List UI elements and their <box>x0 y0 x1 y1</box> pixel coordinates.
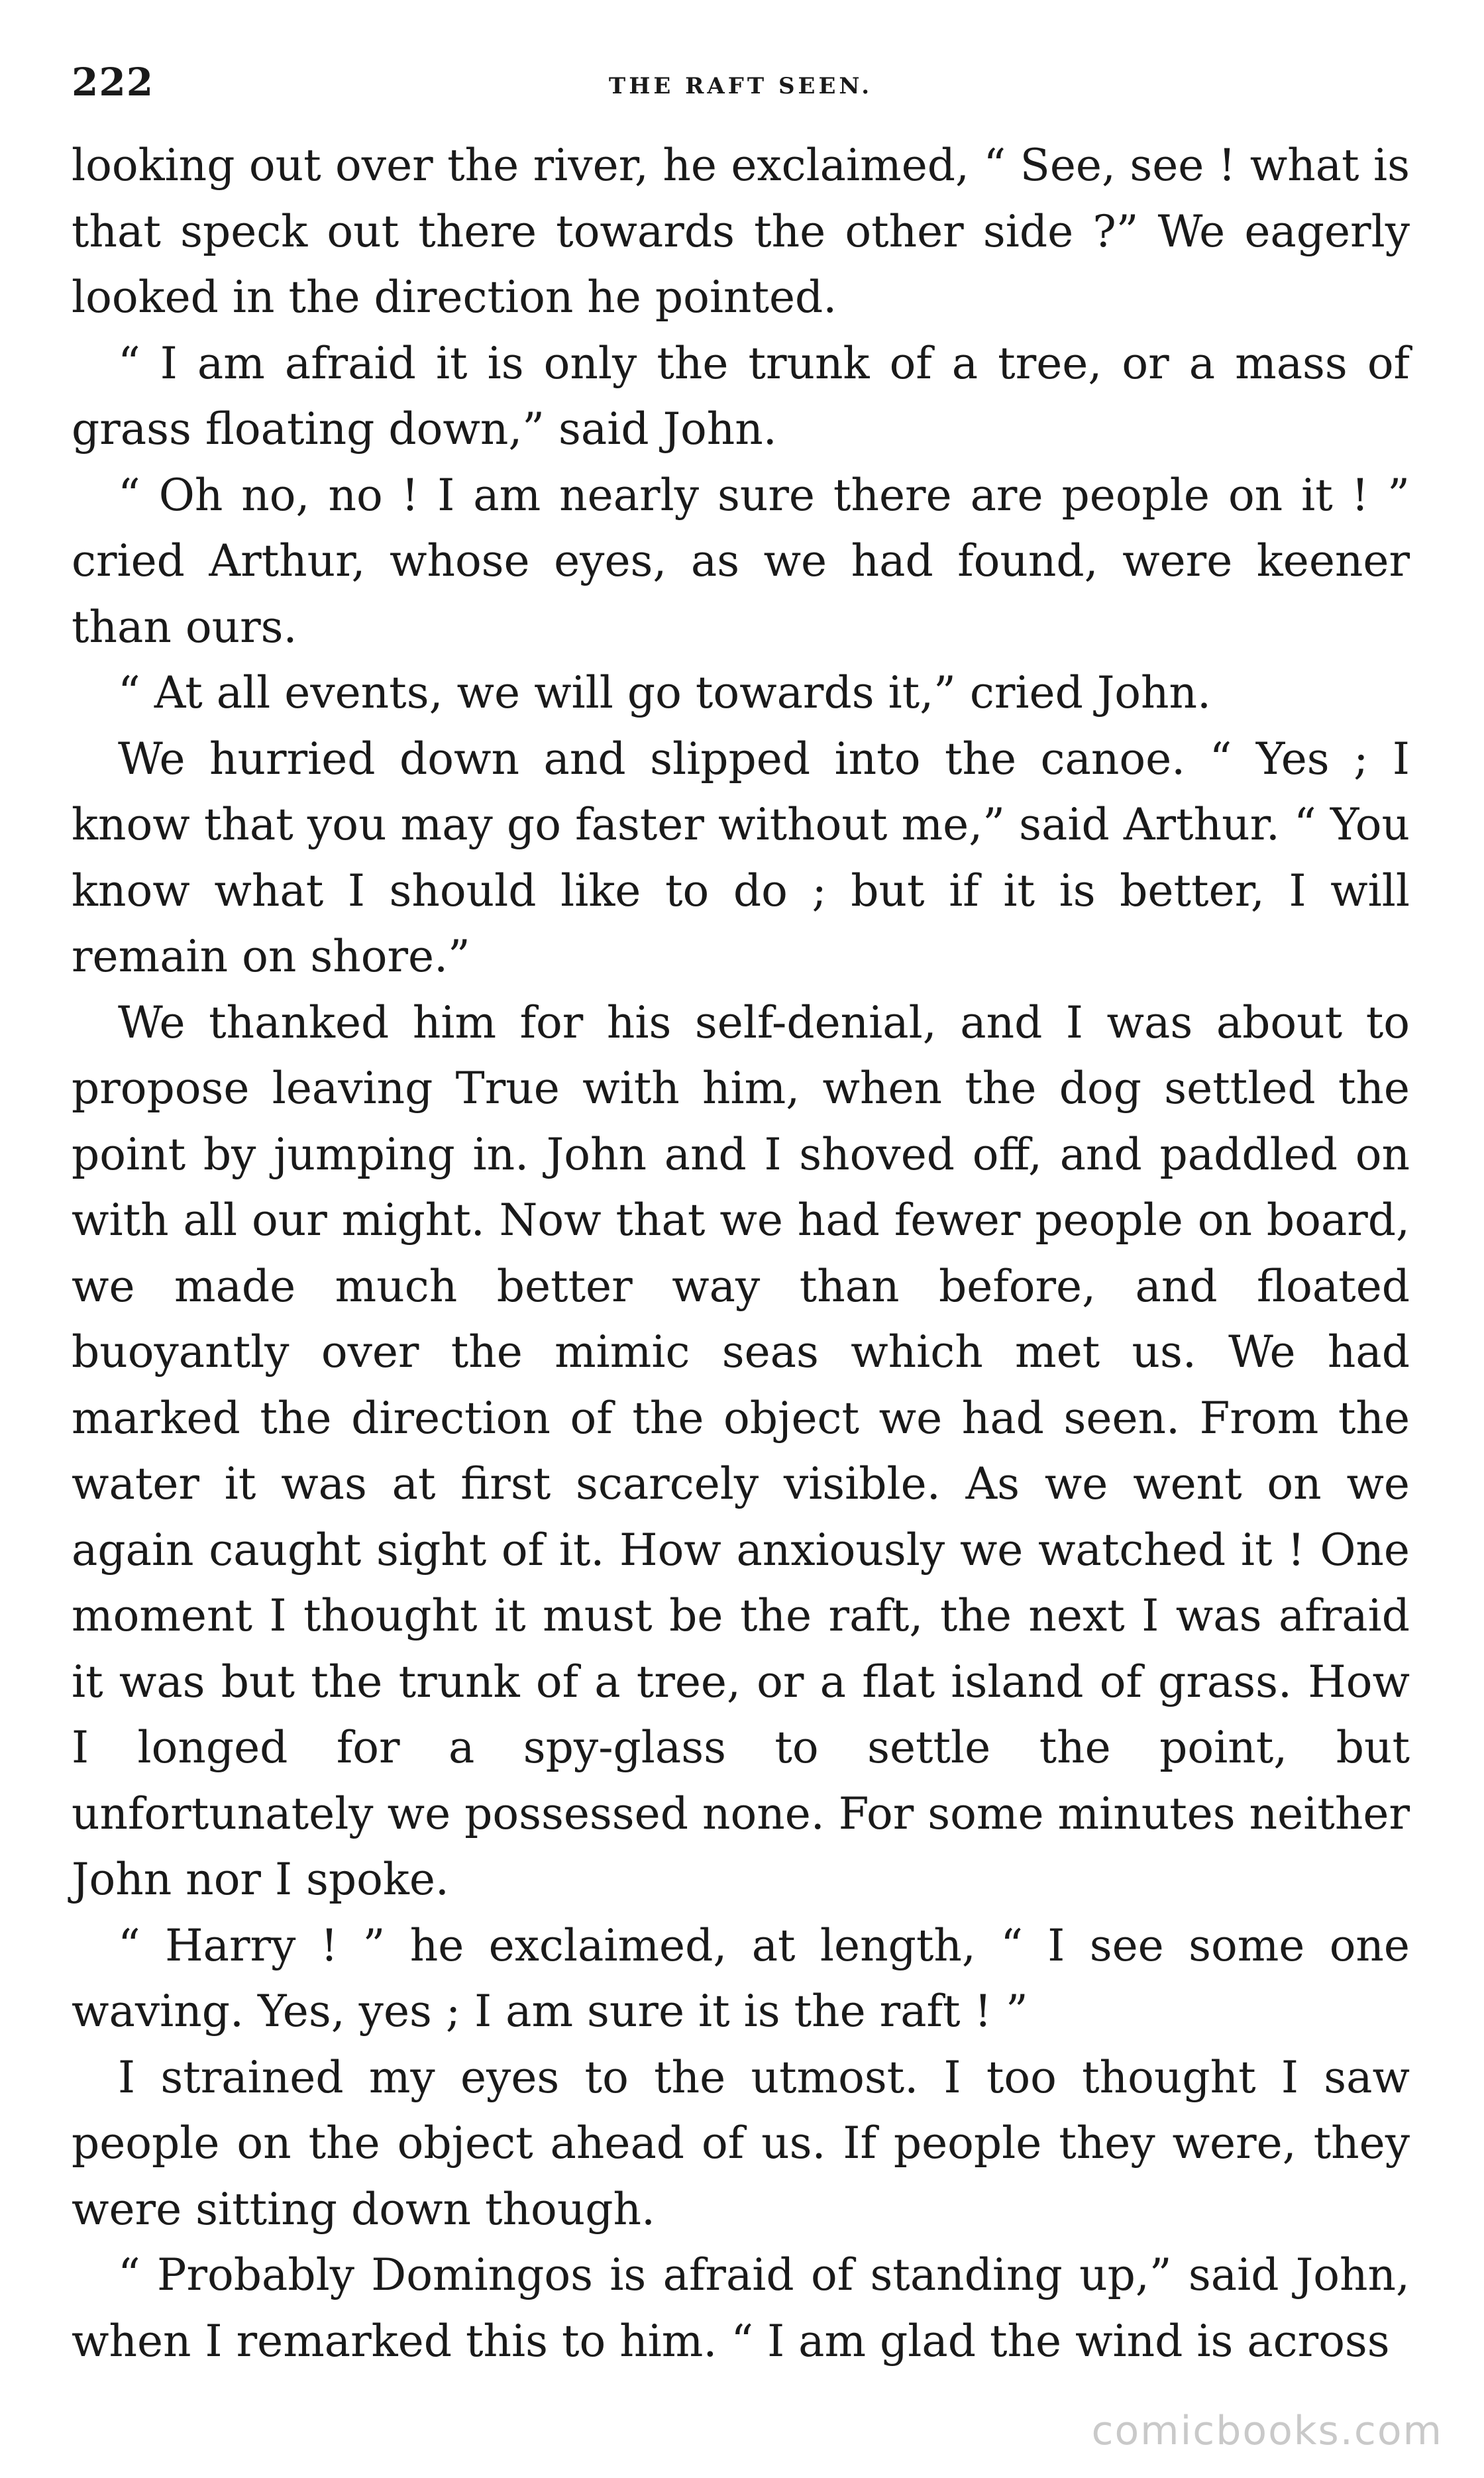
body-text <box>72 133 1410 2374</box>
paragraph: looking out over the river, he exclaimed, “ See, see ! what is that speck out there towards the other side ?” We eagerly looked in the direction he pointed. <box>72 140 1410 323</box>
paragraph: We hurried down and slipped into the canoe. “ Yes ; I know that you may go faster without me,” said Arthur. “ You know what I should like to do ; but if it is better, I will remain on shore.” <box>72 733 1410 982</box>
page-header <box>72 60 1410 133</box>
paragraph: “ I am afraid it is only the trunk of a tree, or a mass of grass floating down,” said John. <box>72 337 1410 455</box>
paragraph: I strained my eyes to the utmost. I too thought I saw people on the object ahead of us. If people they were, they were sitting down though. <box>72 2051 1410 2235</box>
paragraph: We thanked him for his self-denial, and I was about to propose leaving True with him, when the dog settled the point by jumping in. John and I shoved off, and paddled on with all our might. Now that we had fewer people on board, we made much better way than before, and floated buoyantly over the mimic seas which met us. We had marked the direction of the object we had seen. From the water it was at first scarcely visible. As we went on we again caught sight of it. How anxiously we watched it ! One moment I thought it must be the raft, the next I was afraid it was but the trunk of a tree, or a flat island of grass. How I longed for a spy-glass to settle the point, but unfortunately we possessed none. For some minutes neither John nor I spoke. <box>72 997 1410 1905</box>
book-page <box>72 60 1410 2418</box>
paragraph: “ At all events, we will go towards it,” cried John. <box>118 667 1211 718</box>
paragraph: “ Harry ! ” he exclaimed, at length, “ I see some one waving. Yes, yes ; I am sure it is the raft ! ” <box>72 1919 1410 2037</box>
running-head: THE RAFT SEEN. <box>608 73 873 99</box>
page-number: 222 <box>72 60 154 105</box>
watermark: comicbooks.com <box>1091 2408 1443 2454</box>
paragraph: “ Probably Domingos is afraid of standing up,” said John, when I remarked this to him. “ I am glad the wind is across <box>72 2249 1410 2367</box>
paragraph: “ Oh no, no ! I am nearly sure there are people on it ! ” cried Arthur, whose eyes, as we had found, were keener than ours. <box>72 469 1410 653</box>
